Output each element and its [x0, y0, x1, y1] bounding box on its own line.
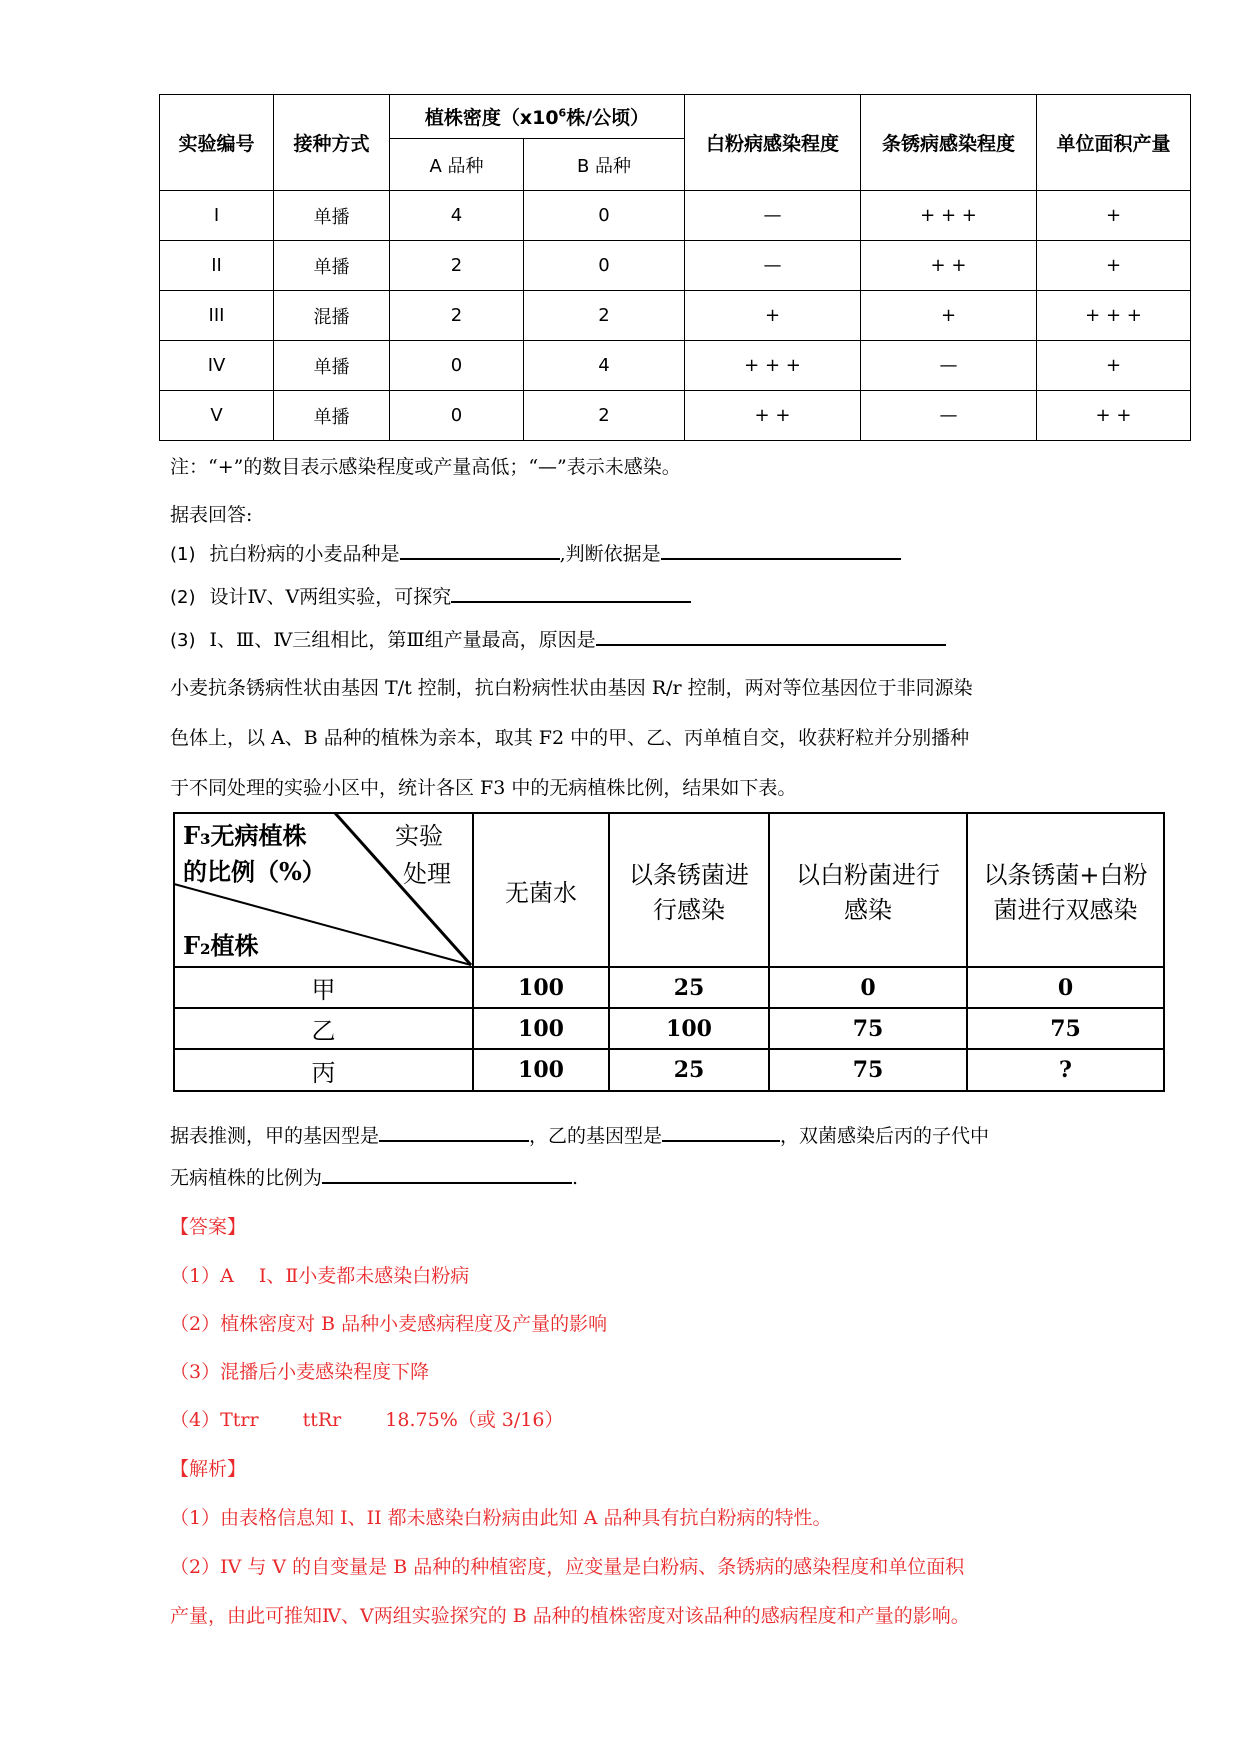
corner-top-left-2: 的比例（%） [183, 857, 326, 886]
cell-id: I [160, 191, 274, 241]
q1-blank-1[interactable] [400, 540, 560, 560]
cell-value: 100 [473, 1049, 609, 1091]
q3-blank[interactable] [596, 626, 946, 646]
answer-item: （1）A Ⅰ、Ⅱ小麦都未感染白粉病 [170, 1265, 470, 1287]
table-row [160, 341, 1191, 391]
cell-method: 单播 [274, 191, 390, 241]
density-suffix: 株/公顷） [566, 107, 650, 129]
cell-method: 单播 [274, 391, 390, 441]
q1-text-b: ,判断依据是 [559, 543, 661, 565]
col-header-powdery [769, 813, 967, 967]
cell-value: 0 [967, 967, 1164, 1008]
q3-text: Ⅰ、Ⅲ、Ⅳ三组相比，第Ⅲ组产量最高，原因是 [209, 629, 596, 651]
cell-value: 25 [609, 967, 769, 1008]
question-2 [170, 582, 691, 609]
cell-id: III [160, 291, 274, 341]
corner-diagonal-header [173, 812, 472, 966]
question-3 [170, 625, 946, 652]
cell-yield: + [1037, 191, 1191, 241]
paragraph-line: 色体上，以 A、B 品种的植株为亲本，取其 F2 中的甲、乙、丙单植自交，收获籽粒并分别播种 [170, 727, 970, 749]
q1-number: (1) [170, 544, 196, 565]
header-rust: 条锈病感染程度 [861, 95, 1037, 191]
paragraph-line: 于不同处理的实验小区中，统计各区 F3 中的无病植株比例，结果如下表。 [170, 777, 797, 799]
answer-item: （2）植株密度对 B 品种小麦感病程度及产量的影响 [170, 1313, 608, 1335]
table-row [160, 191, 1191, 241]
cell-b: 2 [524, 291, 685, 341]
cell-value: 100 [473, 967, 609, 1008]
table-row [160, 241, 1191, 291]
col-header-line: 菌进行双感染 [993, 896, 1138, 924]
corner-top-left-1: F₃无病植株 [183, 821, 307, 850]
cell-yield: + + [1037, 391, 1191, 441]
density-prefix: 植株密度（x10 [424, 107, 559, 129]
cell-powdery: — [685, 191, 861, 241]
q1-blank-2[interactable] [661, 540, 901, 560]
table-row [160, 391, 1191, 441]
cell-method: 单播 [274, 241, 390, 291]
cell-value: 0 [769, 967, 967, 1008]
followup-text-b: ，乙的基因型是 [529, 1125, 663, 1147]
cell-value: 100 [473, 1008, 609, 1049]
q2-number: (2) [170, 587, 196, 608]
header-method: 接种方式 [274, 95, 390, 191]
cell-yield: + [1037, 341, 1191, 391]
cell-powdery: + + + [685, 341, 861, 391]
table-row [160, 291, 1191, 341]
cell-rust: + + [861, 241, 1037, 291]
col-header-line: 无菌水 [505, 878, 577, 907]
cell-rust: — [861, 341, 1037, 391]
cell-a: 2 [390, 291, 524, 341]
followup-blank-2[interactable] [662, 1122, 780, 1142]
cell-a: 0 [390, 341, 524, 391]
cell-a: 2 [390, 241, 524, 291]
cell-value: 25 [609, 1049, 769, 1091]
followup-blank-1[interactable] [379, 1122, 529, 1142]
experiment-table [159, 94, 1191, 441]
cell-b: 0 [524, 191, 685, 241]
cell-a: 0 [390, 391, 524, 441]
corner-top-right-2: 处理 [403, 860, 451, 888]
cell-yield: + + + [1037, 291, 1191, 341]
cell-rust: + [861, 291, 1037, 341]
followup-text-e: . [572, 1167, 579, 1189]
cell-rust: + + + [861, 191, 1037, 241]
answer-item: （4）Ttrr ttRr 18.75%（或 3/16） [170, 1409, 564, 1431]
header-id: 实验编号 [160, 95, 274, 191]
cell-powdery: + [685, 291, 861, 341]
header-yield: 单位面积产量 [1037, 95, 1191, 191]
row-name: 甲 [174, 967, 473, 1008]
cell-id: II [160, 241, 274, 291]
followup-text-d: 无病植株的比例为 [170, 1167, 323, 1189]
answer-item: （3）混播后小麦感染程度下降 [170, 1361, 430, 1383]
col-header-rust [609, 813, 769, 967]
cell-id: V [160, 391, 274, 441]
col-header-line: 以条锈菌+白粉 [983, 861, 1148, 889]
cell-b: 0 [524, 241, 685, 291]
col-header-double [967, 813, 1164, 967]
cell-powdery: — [685, 241, 861, 291]
cell-b: 4 [524, 341, 685, 391]
col-header-line: 以白粉菌进行 [796, 861, 940, 889]
cell-rust: — [861, 391, 1037, 441]
analysis-heading: 【解析】 [170, 1458, 247, 1480]
cell-value: 75 [769, 1008, 967, 1049]
cell-powdery: + + [685, 391, 861, 441]
question-1 [170, 539, 901, 566]
followup-text-a: 据表推测，甲的基因型是 [170, 1125, 380, 1147]
analysis-item: （1）由表格信息知 I、II 都未感染白粉病由此知 A 品种具有抗白粉病的特性。 [170, 1507, 832, 1529]
intro-text: 据表回答: [170, 504, 253, 526]
cell-value: 75 [769, 1049, 967, 1091]
cell-value: ? [967, 1049, 1164, 1091]
cell-method: 混播 [274, 291, 390, 341]
q2-blank[interactable] [451, 583, 691, 603]
followup-text-c: ，双菌感染后丙的子代中 [780, 1125, 990, 1147]
f3-table [173, 812, 1163, 1092]
cell-id: IV [160, 341, 274, 391]
paragraph-line: 小麦抗条锈病性状由基因 T/t 控制，抗白粉病性状由基因 R/r 控制，两对等位基因位于非同源染 [170, 677, 973, 699]
followup-line-2 [170, 1163, 578, 1190]
density-sup: 6 [558, 106, 567, 120]
q1-text-a: 抗白粉病的小麦品种是 [209, 543, 400, 565]
table-note: 注：“+”的数目表示感染程度或产量高低；“—”表示未感染。 [170, 456, 681, 478]
col-header-sterile-water [473, 813, 609, 967]
table-row [174, 1008, 1164, 1049]
followup-line-1 [170, 1121, 989, 1148]
followup-blank-3[interactable] [322, 1164, 572, 1184]
header-density [390, 95, 685, 139]
analysis-item: （2）IV 与 V 的自变量是 B 品种的种植密度，应变量是白粉病、条锈病的感染程度和单位面积 [170, 1556, 965, 1578]
q2-text: 设计Ⅳ、Ⅴ两组实验，可探究 [209, 586, 452, 608]
cell-b: 2 [524, 391, 685, 441]
col-header-line: 感染 [844, 896, 892, 924]
cell-value: 100 [609, 1008, 769, 1049]
header-variety-b: B 品种 [524, 139, 685, 191]
row-name: 丙 [174, 1049, 473, 1091]
corner-bottom: F₂植株 [183, 931, 259, 960]
table-row [174, 967, 1164, 1008]
cell-value: 75 [967, 1008, 1164, 1049]
corner-top-right-1: 实验 [395, 822, 443, 850]
cell-yield: + [1037, 241, 1191, 291]
answer-heading: 【答案】 [170, 1216, 247, 1238]
header-variety-a: A 品种 [390, 139, 524, 191]
cell-method: 单播 [274, 341, 390, 391]
cell-a: 4 [390, 191, 524, 241]
col-header-line: 行感染 [653, 896, 725, 924]
row-name: 乙 [174, 1008, 473, 1049]
table-row [174, 1049, 1164, 1091]
header-powdery: 白粉病感染程度 [685, 95, 861, 191]
q3-number: (3) [170, 630, 196, 651]
col-header-line: 以条锈菌进 [629, 861, 749, 889]
analysis-item: 产量，由此可推知Ⅳ、Ⅴ两组实验探究的 B 品种的植株密度对该品种的感病程度和产量的影响。 [170, 1605, 970, 1627]
